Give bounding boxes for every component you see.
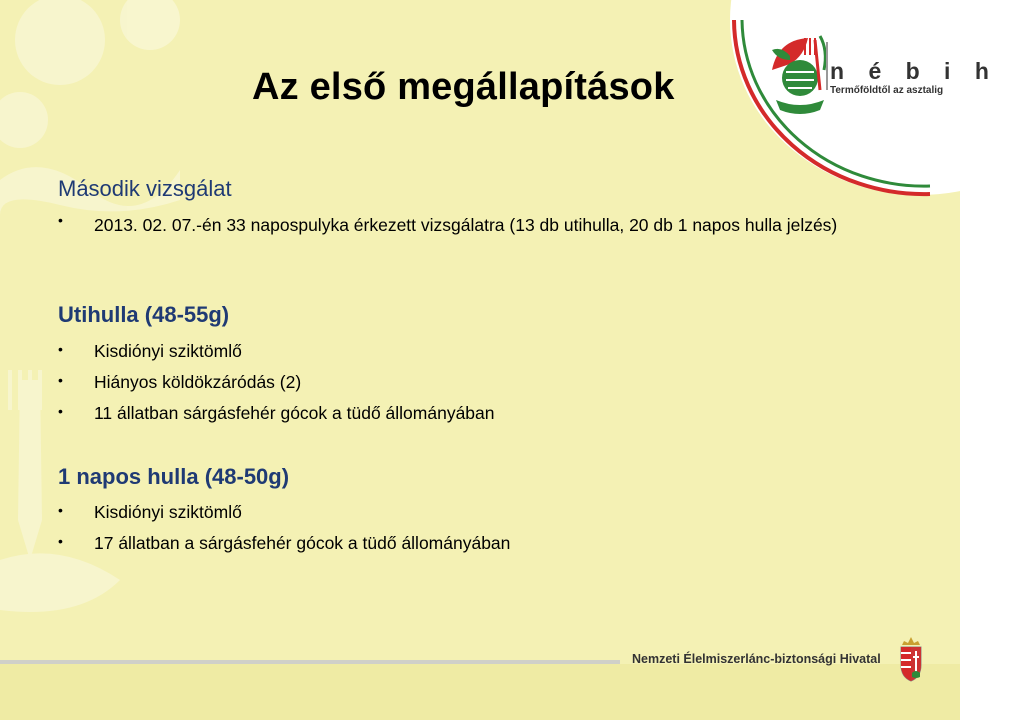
section-heading-1-napos-hulla: 1 napos hulla (48-50g) (58, 464, 290, 489)
bullet-text: Kisdiónyi sziktömlő (94, 341, 242, 361)
nebih-brand-text: n é b i h (830, 58, 998, 84)
bullet-icon: • (58, 533, 63, 549)
hungarian-coat-of-arms-icon (896, 633, 926, 683)
bullet-text: Hiányos köldökzáródás (2) (94, 372, 302, 392)
bullet-icon: • (58, 212, 63, 228)
bullet-text: 2013. 02. 07.-én 33 napospulyka érkezett vizsgálatra (13 db utihulla, 20 db 1 napos hulla jelzés) (94, 215, 838, 235)
nebih-tagline: Termőföldtől az asztalig (830, 85, 944, 96)
bullet-icon: • (58, 341, 63, 357)
bullet-text: 17 állatban a sárgásfehér gócok a tüdő állományában (94, 533, 511, 553)
bullet-icon: • (58, 403, 63, 419)
footer-agency-name: Nemzeti Élelmiszerlánc-biztonsági Hivatal (632, 652, 881, 666)
slide-title: Az első megállapítások (252, 66, 675, 108)
section-heading-masodik-vizsgalat: Második vizsgálat (58, 176, 232, 201)
bullet-icon: • (58, 372, 63, 388)
bullet-text: Kisdiónyi sziktömlő (94, 502, 242, 522)
section-heading-utihulla: Utihulla (48-55g) (58, 302, 230, 327)
bullet-text: 11 állatban sárgásfehér gócok a tüdő állományában (94, 403, 495, 423)
bullet-icon: • (58, 502, 63, 518)
